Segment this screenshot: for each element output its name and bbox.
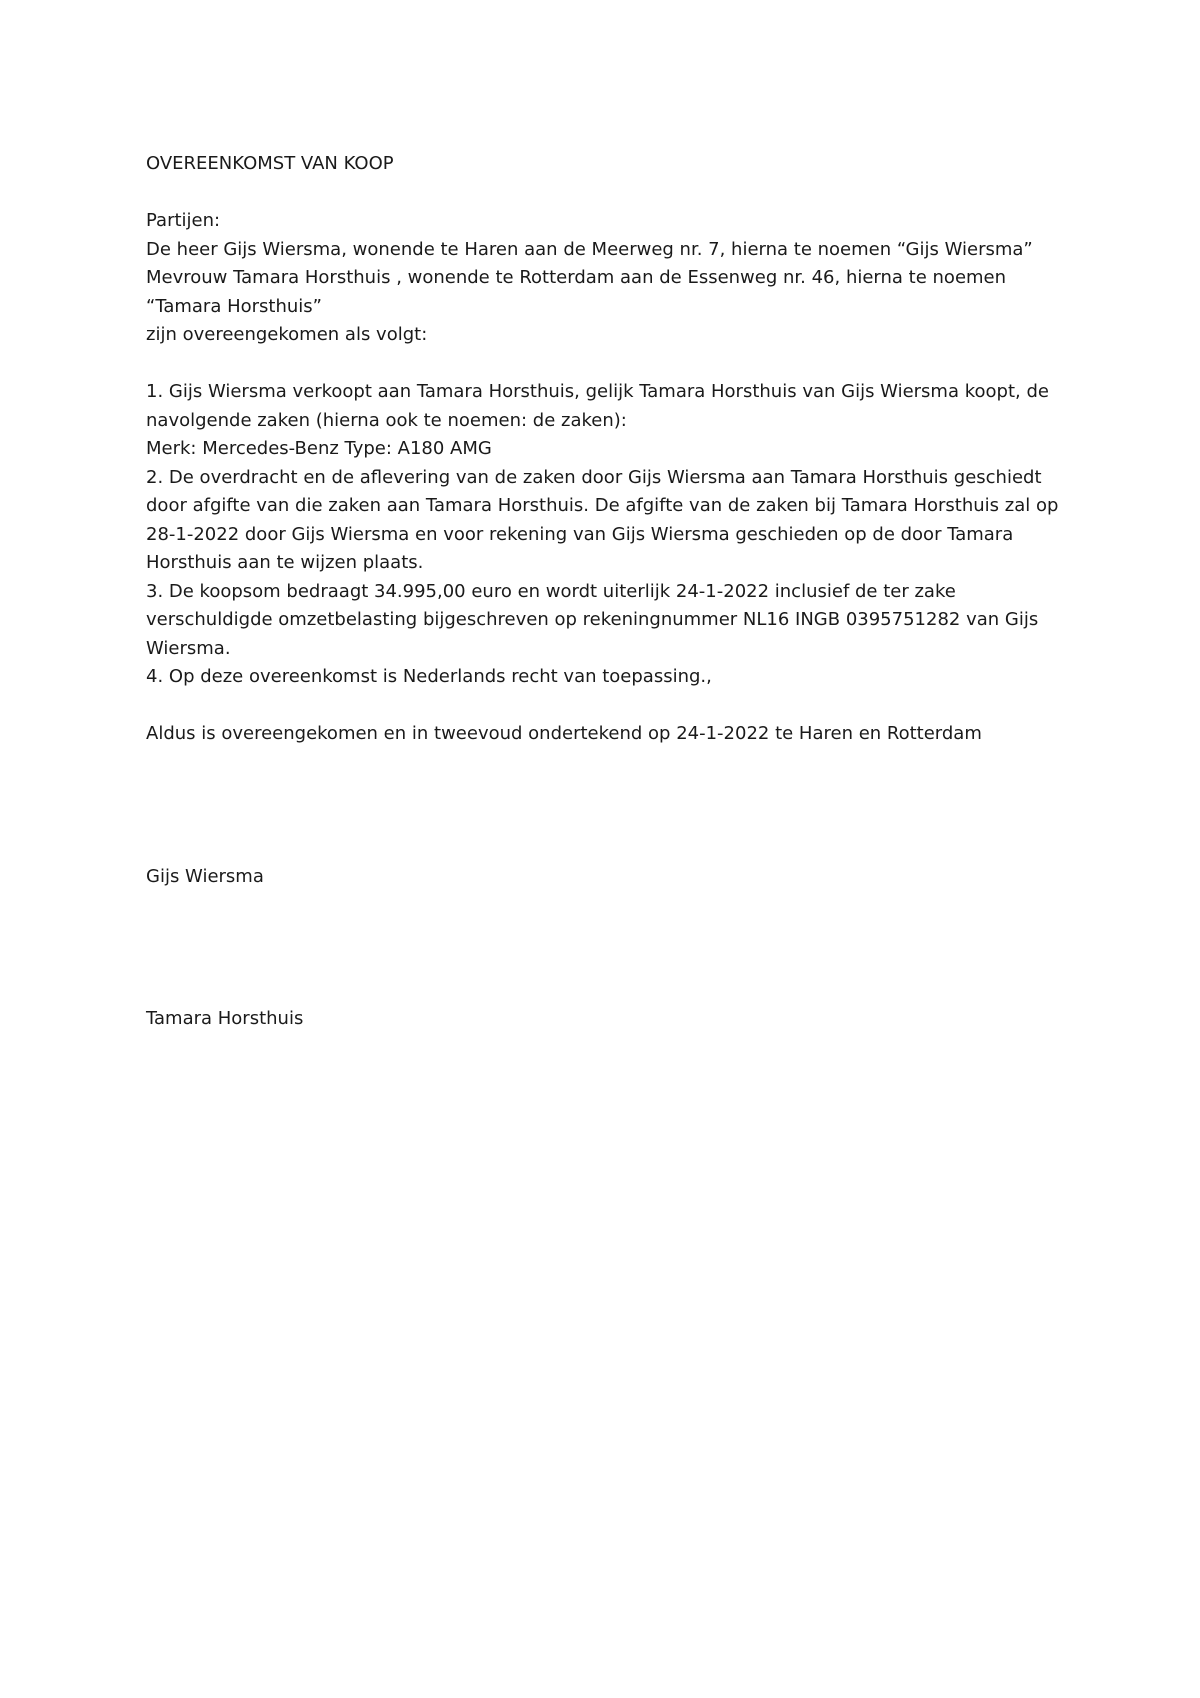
clause-line: Wiersma. (146, 637, 231, 659)
spacer (146, 692, 1066, 721)
clause-line: navolgende zaken (hierna ook te noemen: de zaken): (146, 409, 627, 431)
closing-statement: Aldus is overeengekomen en in tweevoud ondertekend op 24-1-2022 te Haren en Rotterdam (146, 723, 982, 744)
clause-line: 28-1-2022 door Gijs Wiersma en voor rekening van Gijs Wiersma geschieden op de door Tamara (146, 523, 1014, 545)
party-line: zijn overeengekomen als volgt: (146, 324, 428, 345)
signature-space (146, 891, 1066, 1005)
party-line: De heer Gijs Wiersma, wonende te Haren aan de Meerweg nr. 7, hierna te noemen “Gijs Wiersma” (146, 238, 1033, 260)
signature-space (146, 749, 1066, 863)
spacer (146, 350, 1066, 379)
party-line: “Tamara Horsthuis” (146, 295, 322, 317)
clause-line: 1. Gijs Wiersma verkoopt aan Tamara Horsthuis, gelijk Tamara Horsthuis van Gijs Wiersma koopt, de (146, 381, 1049, 402)
clause-line: Merk: Mercedes-Benz Type: A180 AMG (146, 438, 492, 459)
clause-line: Horsthuis aan te wijzen plaats. (146, 552, 424, 573)
clause-line: 3. De koopsom bedraagt 34.995,00 euro en wordt uiterlijk 24-1-2022 inclusief de ter zake (146, 580, 956, 602)
document-title: OVEREENKOMST VAN KOOP (146, 153, 394, 174)
parties-heading: Partijen: (146, 210, 221, 231)
document-body (146, 150, 1066, 1034)
clause-line: 4. Op deze overeenkomst is Nederlands recht van toepassing., (146, 666, 712, 687)
clause-line: door afgifte van die zaken aan Tamara Horsthuis. De afgifte van de zaken bij Tamara Horsthuis zal op (146, 495, 1059, 516)
party-line: Mevrouw Tamara Horsthuis , wonende te Rotterdam aan de Essenweg nr. 46, hierna te noemen (146, 267, 1007, 288)
signatory-name: Tamara Horsthuis (146, 1008, 304, 1029)
signatory-name: Gijs Wiersma (146, 865, 264, 887)
clause-line: verschuldigde omzetbelasting bijgeschreven op rekeningnummer NL16 INGB 0395751282 van Gijs (146, 609, 1039, 630)
clause-line: 2. De overdracht en de aflevering van de zaken door Gijs Wiersma aan Tamara Horsthuis geschiedt (146, 466, 1042, 488)
spacer (146, 179, 1066, 208)
